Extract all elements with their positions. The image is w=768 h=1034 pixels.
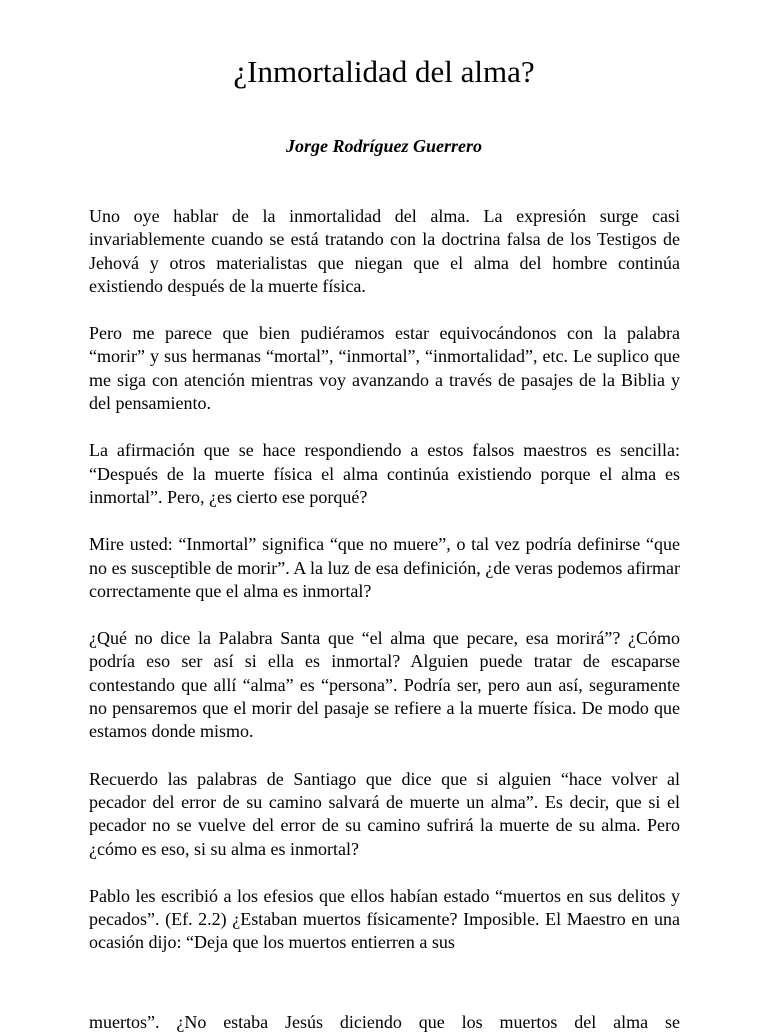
paragraph: La afirmación que se hace respondiendo a estos falsos maestros es sencilla: “Después de la muerte física el alma continúa existiendo porque el alma es inmortal”. Pero, ¿es cierto ese porqué?: [89, 440, 680, 507]
paragraph: Pero me parece que bien pudiéramos estar equivocándonos con la palabra “morir” y sus hermanas “mortal”, “inmortal”, “inmortalidad”, etc. Le suplico que me siga con atención mientras voy avanzando a través de pasajes de la Biblia y del pensamiento.: [89, 323, 680, 414]
page-continuation-line: muertos”. ¿No estaba Jesús diciendo que los muertos del alma se: [89, 1012, 680, 1032]
document-author: Jorge Rodríguez Guerrero: [285, 136, 482, 156]
paragraph: Mire usted: “Inmortal” significa “que no muere”, o tal vez podría definirse “que no es susceptible de morir”. A la luz de esa definición, ¿de veras podemos afirmar correctamente que el alma es inmortal?: [89, 534, 680, 601]
document-body: [89, 205, 680, 955]
paragraph: Recuerdo las palabras de Santiago que dice que si alguien “hace volver al pecador del error de su camino salvará de muerte un alma”. Es decir, que si el pecador no se vuelve del error de su camino sufrirá la muerte de su alma. Pero ¿cómo es eso, si su alma es inmortal?: [89, 768, 680, 859]
paragraph: Pablo les escribió a los efesios que ellos habían estado “muertos en sus delitos y pecados”. (Ef. 2.2) ¿Estaban muertos físicamente? Imposible. El Maestro en una ocasión dijo: “Deja que los muertos entierren a sus: [89, 885, 680, 953]
paragraph: ¿Qué no dice la Palabra Santa que “el alma que pecare, esa morirá”? ¿Cómo podría eso ser así si ella es inmortal? Alguien puede tratar de escaparse contestando que allí “alma” es “persona”. Podría ser, pero aun así, seguramente no pensaremos que el morir del pasaje se refiere a la muerte física. De modo que estamos donde mismo.: [89, 628, 680, 742]
document-title: ¿Inmortalidad del alma?: [233, 54, 535, 89]
paragraph: Uno oye hablar de la inmortalidad del alma. La expresión surge casi invariablemente cuando se está tratando con la doctrina falsa de los Testigos de Jehová y otros materialistas que niegan que el alma del hombre continúa existiendo después de la muerte física.: [89, 206, 680, 296]
